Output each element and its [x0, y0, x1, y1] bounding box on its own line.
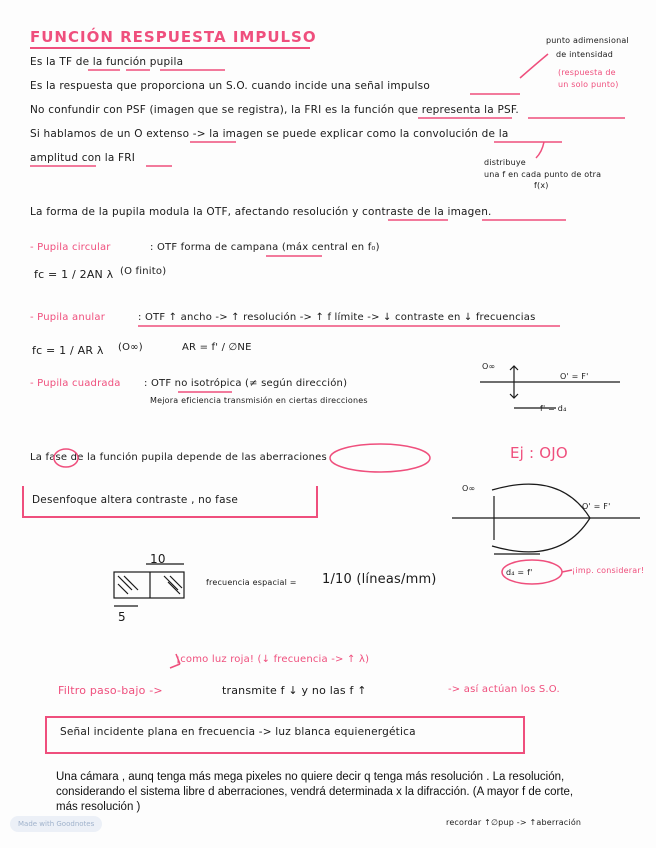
circle-d4 — [502, 560, 562, 584]
annotation-una-f: una f en cada punto de otra — [484, 170, 602, 179]
circular-text: : OTF forma de campana (máx central en f₀) — [150, 242, 380, 253]
anular-formula: fc = 1 / AR λ — [32, 344, 104, 357]
grating-number-10: 10 — [150, 552, 166, 566]
line-psf: No confundir con PSF (imagen que se registra), la FRI es la función que representa la PSF. — [30, 104, 519, 116]
desenfoque-text: Desenfoque altera contraste , no fase — [32, 494, 239, 506]
circle-aberraciones — [330, 444, 430, 472]
circular-note: (O finito) — [120, 266, 167, 277]
filtro-label: Filtro paso-bajo -> — [58, 684, 163, 697]
annotation-intensidad: de intensidad — [556, 50, 614, 59]
line-amplitud: amplitud con la FRI — [30, 152, 136, 164]
diagram-o-inf-2: O∞ — [462, 484, 476, 493]
cuadrada-title: - Pupila cuadrada — [30, 378, 121, 389]
diagram-o-prime: O' = F' — [560, 372, 589, 381]
cuadrada-text: : OTF no isotrópica (≠ según dirección) — [144, 378, 348, 389]
diagram-o-inf: O∞ — [482, 362, 496, 371]
imp-considerar: ¡imp. considerar! — [572, 566, 645, 575]
freq-value: 1/10 (líneas/mm) — [322, 572, 437, 587]
annotation-fx: f(x) — [534, 181, 549, 190]
line-forma-pupila: La forma de la pupila modula la OTF, afectando resolución y contraste de la imagen. — [30, 206, 492, 218]
line-respuesta: Es la respuesta que proporciona un S.O. cuando incide una señal impulso — [30, 80, 430, 92]
annotation-respuesta: (respuesta de — [558, 68, 616, 77]
page-title: FUNCIÓN RESPUESTA IMPULSO — [30, 28, 317, 46]
arrow-d4 — [562, 570, 572, 572]
fase-line: La fase de la función pupila depende de las aberraciones — [30, 452, 327, 463]
example-label: Ej : OJO — [510, 444, 568, 462]
line-extenso: Si hablamos de un O extenso -> la imagen se puede explicar como la convolución de la — [30, 128, 509, 140]
como-luz-roja: ¡como luz roja! (↓ frecuencia -> ↑ λ) — [176, 654, 370, 665]
printed-note: Una cámara , aunq tenga más mega pixeles no quiere decir q tenga más resolución . La resolución, considerando el sistema libre d aberraciones, vendrá determinada x la difracción. (A mayor f de corte, más resolución ) — [56, 771, 574, 813]
arrow-distribuye — [536, 142, 544, 158]
annotation-punto: punto adimensional — [546, 36, 629, 45]
annotation-un-punto: un solo punto) — [558, 80, 619, 89]
anular-note: (O∞) — [118, 342, 143, 353]
filtro-so: -> así actúan los S.O. — [448, 684, 560, 695]
circular-title: - Pupila circular — [30, 242, 111, 253]
arrow-luz — [170, 654, 180, 668]
recordar-note: recordar ↑∅pup -> ↑aberración — [446, 818, 582, 827]
line-definition: Es la TF de la función pupila — [30, 56, 184, 68]
freq-label: frecuencia espacial = — [206, 578, 297, 587]
annotation-distribuye: distribuye — [484, 158, 526, 167]
cuadrada-sub: Mejora eficiencia transmisión en ciertas direcciones — [150, 396, 368, 405]
anular-text: : OTF ↑ ancho -> ↑ resolución -> ↑ f límite -> ↓ contraste en ↓ frecuencias — [138, 312, 536, 323]
anular-ar: AR = f' / ∅NE — [182, 342, 252, 353]
arrow-punto — [520, 54, 548, 78]
senal-text: Señal incidente plana en frecuencia -> luz blanca equienergética — [60, 726, 416, 738]
filtro-transmite: transmite f ↓ y no las f ↑ — [222, 684, 367, 697]
diagram-o-prime-2: O' = F' — [582, 502, 611, 511]
circular-formula: fc = 1 / 2AN λ — [34, 268, 114, 281]
diagram-d4: d₄ = f' — [506, 568, 533, 577]
diagram-f-prime: f' = d₄ — [540, 404, 567, 413]
grating-number-5: 5 — [118, 610, 126, 624]
circle-fase — [54, 449, 78, 467]
anular-title: - Pupila anular — [30, 312, 106, 323]
watermark: Made with Goodnotes — [10, 816, 102, 832]
